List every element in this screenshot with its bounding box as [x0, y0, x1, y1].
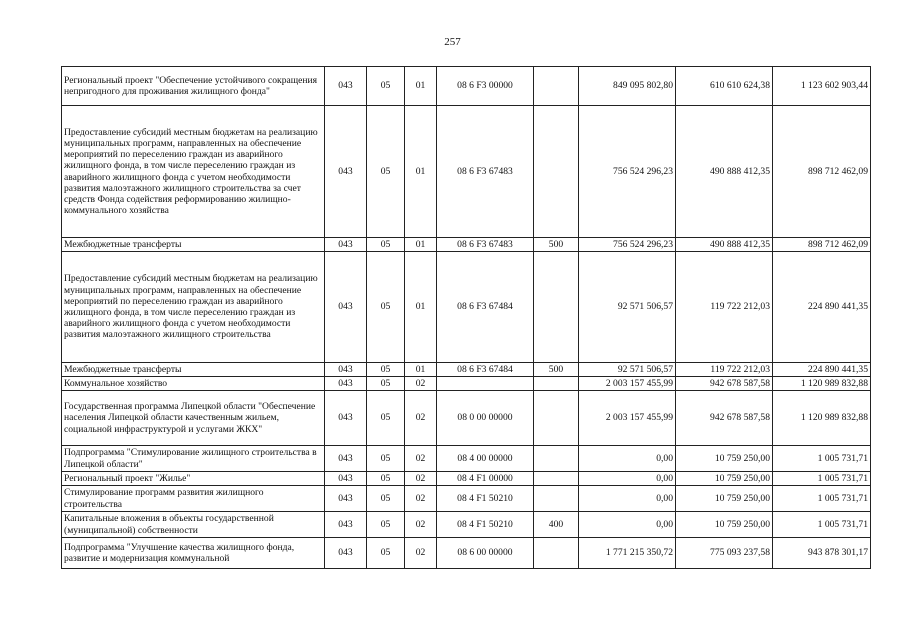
cell-amount-2: 775 093 237,58 — [676, 538, 773, 569]
cell-grbs: 043 — [325, 472, 367, 486]
cell-subsection: 02 — [405, 538, 437, 569]
cell-amount-2: 10 759 250,00 — [676, 446, 773, 472]
cell-subsection: 02 — [405, 377, 437, 391]
cell-amount-2: 942 678 587,58 — [676, 377, 773, 391]
cell-expense-type — [534, 252, 579, 363]
cell-amount-3: 224 890 441,35 — [773, 363, 871, 377]
cell-name: Региональный проект "Жилье" — [62, 472, 325, 486]
cell-amount-3: 1 005 731,71 — [773, 512, 871, 538]
cell-expense-type: 500 — [534, 238, 579, 252]
cell-amount-1: 756 524 296,23 — [579, 106, 676, 238]
cell-amount-2: 10 759 250,00 — [676, 472, 773, 486]
cell-name: Коммунальное хозяйство — [62, 377, 325, 391]
cell-section: 05 — [367, 67, 405, 106]
table-body — [62, 67, 871, 569]
cell-name: Межбюджетные трансферты — [62, 238, 325, 252]
table-row — [62, 391, 871, 446]
page-number: 257 — [444, 36, 461, 48]
cell-section: 05 — [367, 472, 405, 486]
cell-target-article: 08 4 F1 00000 — [437, 472, 534, 486]
cell-grbs: 043 — [325, 377, 367, 391]
cell-name: Предоставление субсидий местным бюджетам на реализацию муниципальных программ, направленных на обеспечение мероприятий по переселению граждан из аварийного жилищного фонда, в том числе переселению граждан из аварийного жилищного фонда с учетом необходимости развития малоэтажного жилищного строительства — [62, 252, 325, 363]
cell-grbs: 043 — [325, 67, 367, 106]
cell-grbs: 043 — [325, 238, 367, 252]
cell-amount-1: 0,00 — [579, 446, 676, 472]
cell-target-article: 08 6 F3 67483 — [437, 238, 534, 252]
table-row — [62, 238, 871, 252]
cell-amount-3: 1 120 989 832,88 — [773, 377, 871, 391]
cell-target-article: 08 0 00 00000 — [437, 391, 534, 446]
cell-amount-1: 849 095 802,80 — [579, 67, 676, 106]
cell-amount-3: 943 878 301,17 — [773, 538, 871, 569]
cell-amount-1: 756 524 296,23 — [579, 238, 676, 252]
cell-grbs: 043 — [325, 363, 367, 377]
cell-subsection: 02 — [405, 512, 437, 538]
cell-grbs: 043 — [325, 446, 367, 472]
cell-expense-type — [534, 67, 579, 106]
cell-amount-2: 490 888 412,35 — [676, 238, 773, 252]
cell-amount-1: 92 571 506,57 — [579, 252, 676, 363]
cell-amount-3: 898 712 462,09 — [773, 238, 871, 252]
cell-target-article: 08 4 F1 50210 — [437, 512, 534, 538]
cell-name: Межбюджетные трансферты — [62, 363, 325, 377]
cell-name: Подпрограмма "Стимулирование жилищного строительства в Липецкой области" — [62, 446, 325, 472]
cell-amount-2: 119 722 212,03 — [676, 252, 773, 363]
cell-grbs: 043 — [325, 486, 367, 512]
cell-name: Подпрограмма "Улучшение качества жилищного фонда, развитие и модернизация коммунальной — [62, 538, 325, 569]
cell-expense-type — [534, 377, 579, 391]
table-row — [62, 67, 871, 106]
cell-section: 05 — [367, 363, 405, 377]
cell-grbs: 043 — [325, 538, 367, 569]
cell-expense-type — [534, 538, 579, 569]
cell-amount-3: 1 005 731,71 — [773, 486, 871, 512]
cell-target-article: 08 6 F3 00000 — [437, 67, 534, 106]
cell-amount-3: 898 712 462,09 — [773, 106, 871, 238]
table-row — [62, 472, 871, 486]
cell-grbs: 043 — [325, 391, 367, 446]
table-row — [62, 486, 871, 512]
cell-amount-2: 490 888 412,35 — [676, 106, 773, 238]
cell-target-article: 08 6 F3 67483 — [437, 106, 534, 238]
cell-amount-3: 1 123 602 903,44 — [773, 67, 871, 106]
table-row — [62, 106, 871, 238]
cell-expense-type — [534, 486, 579, 512]
table-row — [62, 252, 871, 363]
cell-section: 05 — [367, 377, 405, 391]
cell-section: 05 — [367, 538, 405, 569]
cell-amount-1: 0,00 — [579, 512, 676, 538]
cell-subsection: 01 — [405, 106, 437, 238]
table-row — [62, 363, 871, 377]
cell-target-article: 08 6 F3 67484 — [437, 252, 534, 363]
budget-table — [61, 66, 871, 569]
cell-target-article: 08 4 00 00000 — [437, 446, 534, 472]
cell-subsection: 01 — [405, 363, 437, 377]
cell-expense-type — [534, 391, 579, 446]
cell-section: 05 — [367, 252, 405, 363]
cell-amount-1: 92 571 506,57 — [579, 363, 676, 377]
cell-subsection: 02 — [405, 391, 437, 446]
table-row — [62, 512, 871, 538]
table-row — [62, 538, 871, 569]
cell-subsection: 01 — [405, 67, 437, 106]
cell-section: 05 — [367, 238, 405, 252]
cell-section: 05 — [367, 486, 405, 512]
cell-amount-3: 224 890 441,35 — [773, 252, 871, 363]
cell-target-article — [437, 377, 534, 391]
cell-amount-3: 1 005 731,71 — [773, 472, 871, 486]
cell-subsection: 02 — [405, 446, 437, 472]
cell-name: Государственная программа Липецкой области "Обеспечение населения Липецкой области качественным жильем, социальной инфраструктурой и услугами ЖКХ" — [62, 391, 325, 446]
table-row — [62, 377, 871, 391]
cell-amount-2: 10 759 250,00 — [676, 486, 773, 512]
cell-amount-1: 0,00 — [579, 486, 676, 512]
cell-amount-1: 2 003 157 455,99 — [579, 377, 676, 391]
cell-expense-type — [534, 106, 579, 238]
cell-subsection: 01 — [405, 238, 437, 252]
cell-grbs: 043 — [325, 252, 367, 363]
cell-expense-type — [534, 446, 579, 472]
cell-section: 05 — [367, 106, 405, 238]
cell-subsection: 02 — [405, 486, 437, 512]
cell-amount-2: 942 678 587,58 — [676, 391, 773, 446]
cell-amount-2: 119 722 212,03 — [676, 363, 773, 377]
cell-section: 05 — [367, 512, 405, 538]
cell-expense-type: 400 — [534, 512, 579, 538]
cell-name: Предоставление субсидий местным бюджетам на реализацию муниципальных программ, направленных на обеспечение мероприятий по переселению граждан из аварийного жилищного фонда, в том числе переселению граждан из аварийного жилищного фонда с учетом необходимости развития малоэтажного жилищного строительства за счет средств Фонда содействия реформированию жилищно-коммунального хозяйства — [62, 106, 325, 238]
cell-expense-type — [534, 472, 579, 486]
cell-subsection: 01 — [405, 252, 437, 363]
cell-amount-2: 10 759 250,00 — [676, 512, 773, 538]
cell-amount-3: 1 005 731,71 — [773, 446, 871, 472]
cell-name: Региональный проект "Обеспечение устойчивого сокращения непригодного для проживания жилищного фонда" — [62, 67, 325, 106]
cell-grbs: 043 — [325, 106, 367, 238]
cell-amount-3: 1 120 989 832,88 — [773, 391, 871, 446]
cell-section: 05 — [367, 391, 405, 446]
cell-amount-2: 610 610 624,38 — [676, 67, 773, 106]
cell-subsection: 02 — [405, 472, 437, 486]
cell-amount-1: 0,00 — [579, 472, 676, 486]
cell-amount-1: 2 003 157 455,99 — [579, 391, 676, 446]
cell-name: Стимулирование программ развития жилищного строительства — [62, 486, 325, 512]
cell-grbs: 043 — [325, 512, 367, 538]
cell-section: 05 — [367, 446, 405, 472]
cell-target-article: 08 6 F3 67484 — [437, 363, 534, 377]
cell-amount-1: 1 771 215 350,72 — [579, 538, 676, 569]
cell-target-article: 08 6 00 00000 — [437, 538, 534, 569]
cell-target-article: 08 4 F1 50210 — [437, 486, 534, 512]
cell-name: Капитальные вложения в объекты государственной (муниципальной) собственности — [62, 512, 325, 538]
table-row — [62, 446, 871, 472]
cell-expense-type: 500 — [534, 363, 579, 377]
